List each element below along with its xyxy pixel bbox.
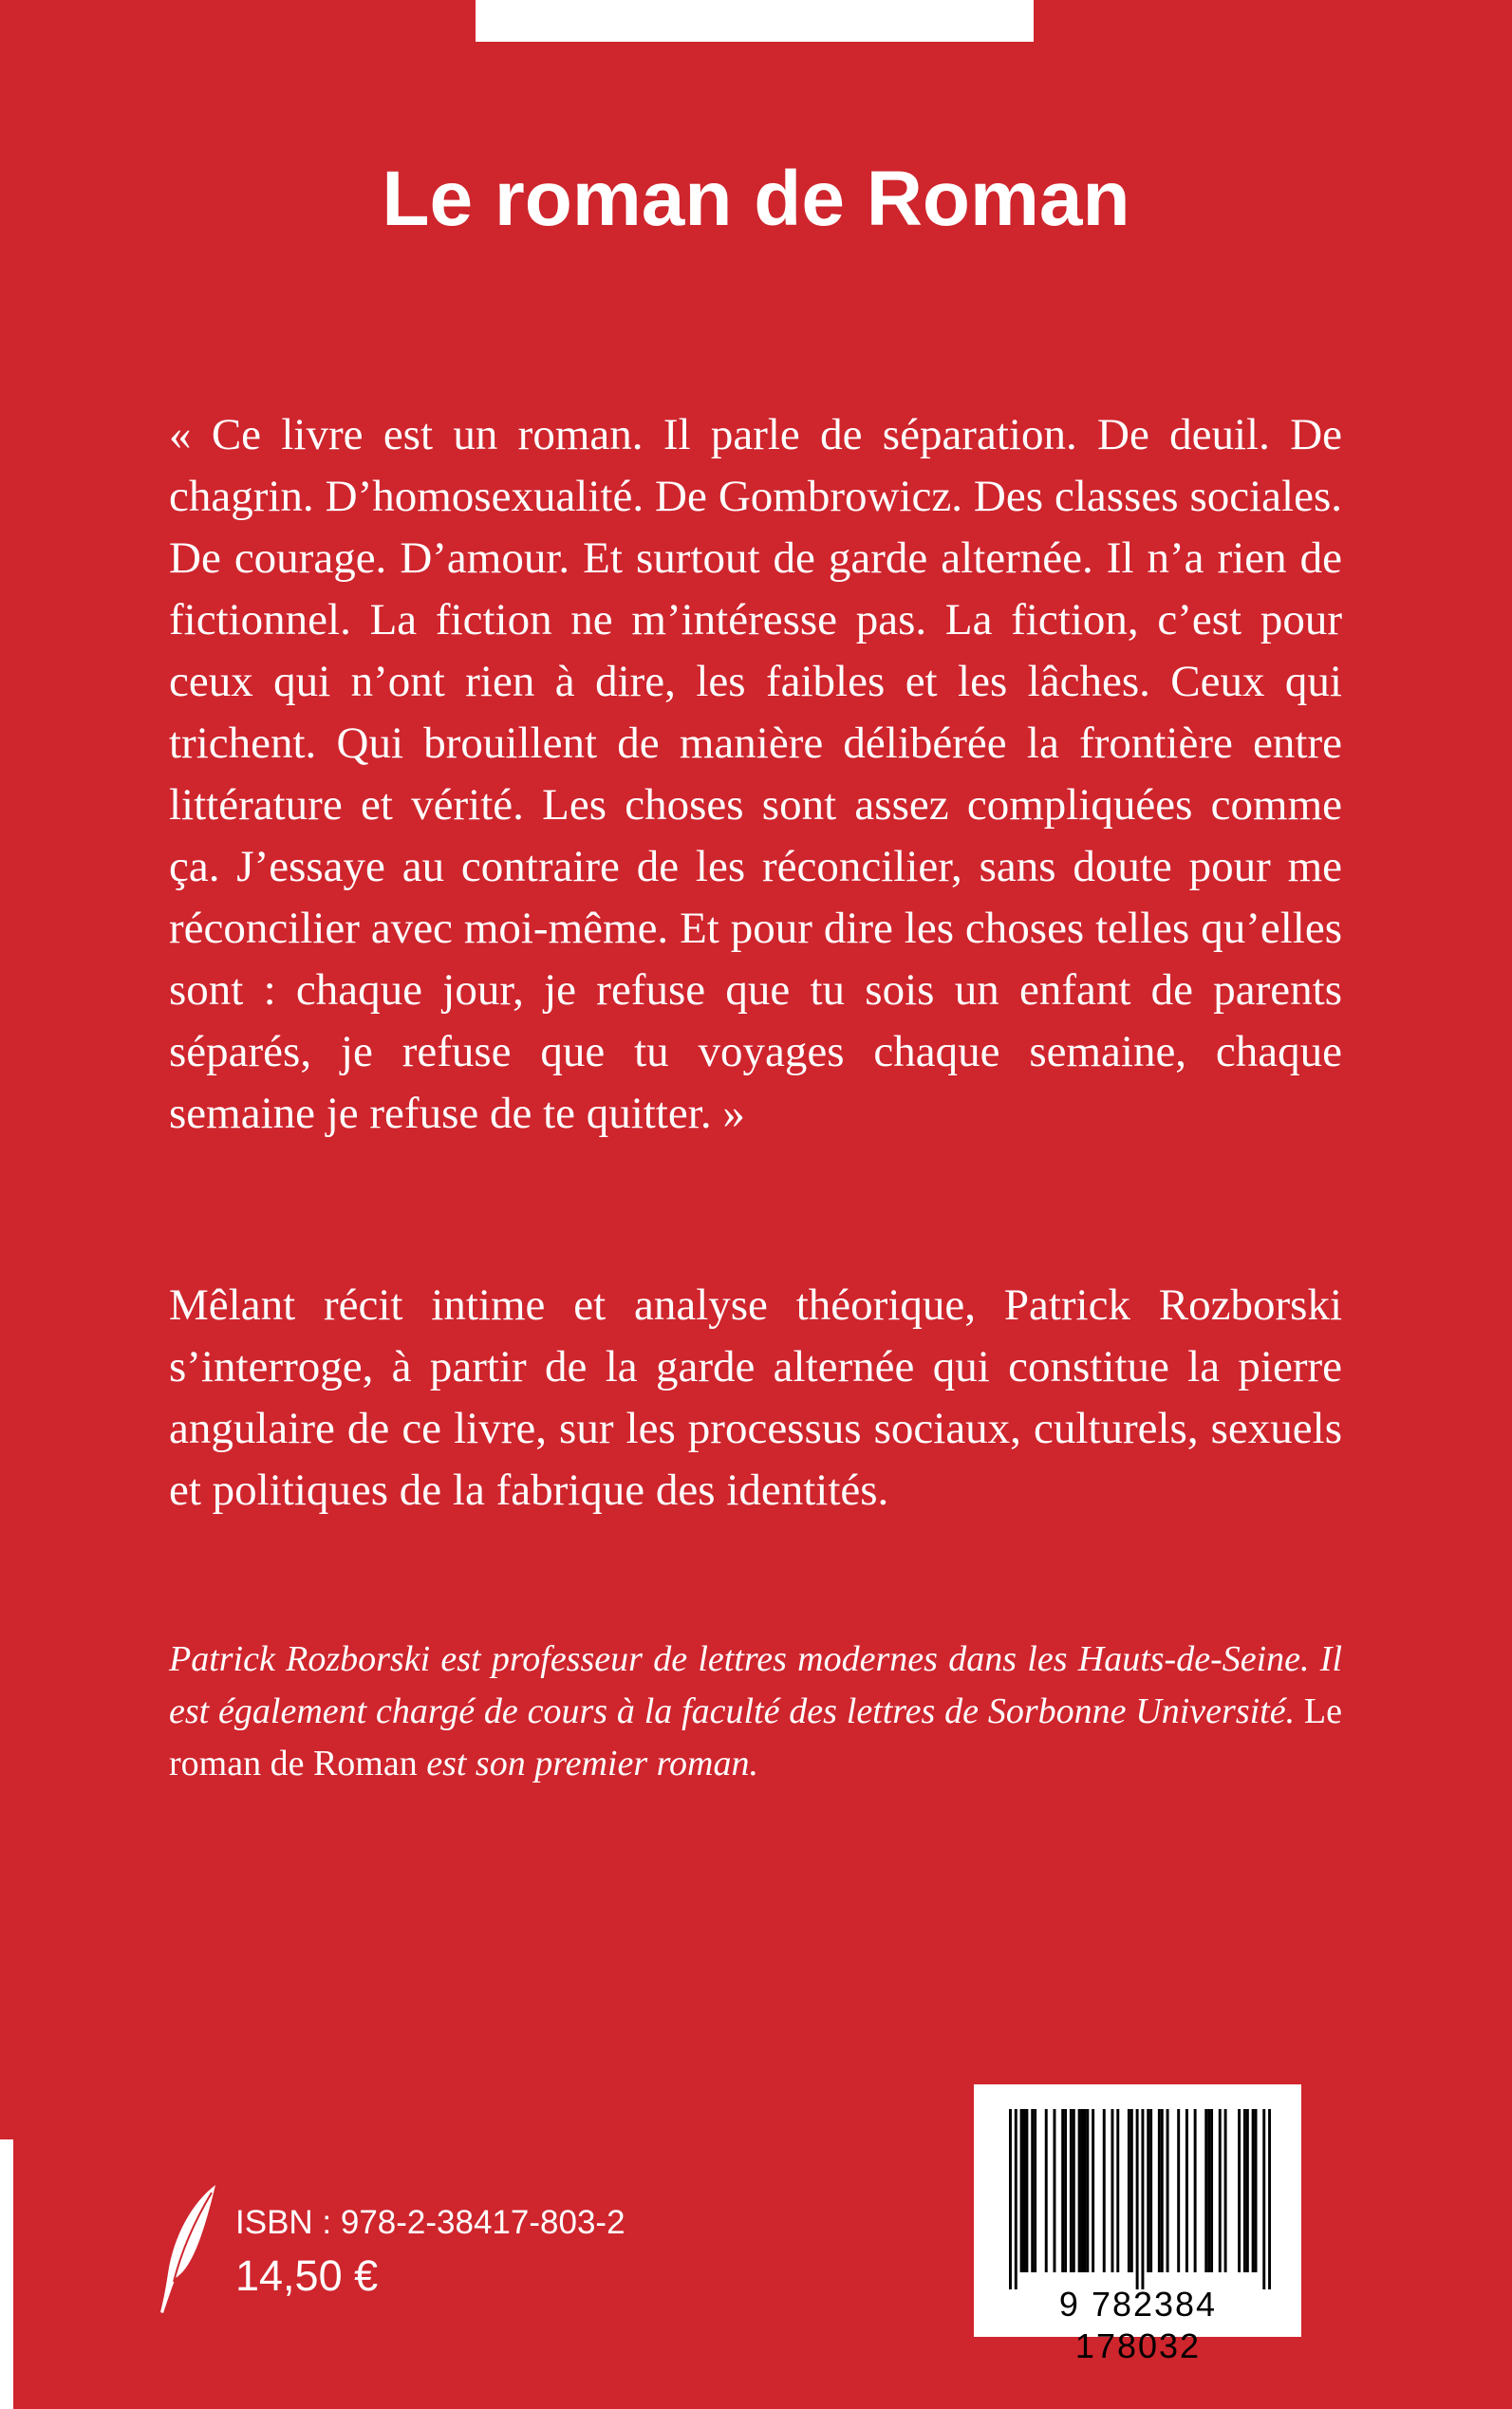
isbn-number: ISBN : 978-2-38417-803-2: [235, 2204, 625, 2241]
barcode-bar: [1086, 2109, 1089, 2272]
author-bio: [169, 1634, 1342, 1790]
book-summary: Mêlant récit intime et analyse théorique, Patrick Rozborski s’interroge, à partir de la garde alternée qui constitue la pierre angulaire de ce livre, sur les processus sociaux, culturels, sexuels et politiques de la fabrique des identités.: [169, 1280, 1342, 1515]
barcode-bar: [1210, 2109, 1213, 2272]
barcode-bar: [1262, 2109, 1265, 2289]
barcode-bar: [1070, 2109, 1073, 2272]
barcode-bar: [1103, 2109, 1106, 2272]
barcode-bar: [1009, 2109, 1012, 2289]
barcode-bar: [1064, 2109, 1067, 2272]
barcode-bar: [1111, 2109, 1113, 2272]
quill-feather-icon: [155, 2183, 221, 2316]
barcode-bar: [1219, 2109, 1222, 2272]
barcode-bar: [1073, 2109, 1075, 2272]
barcode-bar: [1045, 2109, 1048, 2272]
barcode-bar: [1177, 2109, 1180, 2272]
barcode-bar: [1034, 2109, 1036, 2272]
barcode-bar: [1078, 2109, 1081, 2272]
barcode-bar: [1185, 2109, 1188, 2272]
barcode-bar: [1207, 2109, 1210, 2272]
barcode-bar: [1136, 2109, 1139, 2289]
barcode-bar: [1081, 2109, 1084, 2272]
top-white-tab: [476, 0, 1034, 42]
barcode-bar: [1128, 2109, 1130, 2272]
barcode-bar: [1167, 2109, 1169, 2272]
barcode-bar: [1238, 2109, 1241, 2272]
barcode-bar: [1061, 2109, 1064, 2272]
barcode-bar: [1025, 2109, 1028, 2272]
barcode-bar: [1194, 2109, 1197, 2272]
barcode-digits: 9 782384 178032: [1058, 2285, 1218, 2365]
barcode-bar: [1268, 2109, 1271, 2289]
barcode-bar: [1149, 2109, 1152, 2272]
author-bio-book-title: Le roman de Roman: [169, 1691, 1342, 1783]
barcode-bar: [1083, 2109, 1086, 2272]
barcode-bar: [1158, 2109, 1161, 2272]
barcode-bar: [1204, 2109, 1207, 2272]
barcode-bars: [1009, 2109, 1271, 2289]
barcode-bar: [1023, 2109, 1026, 2272]
barcode-bar: [1147, 2109, 1149, 2272]
barcode-bar: [1020, 2109, 1023, 2272]
barcode-bar: [1141, 2109, 1144, 2289]
price: 14,50 €: [235, 2251, 379, 2300]
book-title: Le roman de Roman: [382, 156, 1130, 242]
barcode-bar: [1130, 2109, 1133, 2272]
barcode-bar: [1092, 2109, 1094, 2272]
barcode-bar: [1161, 2109, 1164, 2272]
back-cover-quote: « Ce livre est un roman. Il parle de séparation. De deuil. De chagrin. D’homosexualité. De Gombrowicz. Des classes sociales. De courage. D’amour. Et surtout de garde alternée. Il n’a rien de fictionnel. La fiction ne m’intéresse pas. La fiction, c’est pour ceux qui n’ont rien à dire, les faibles et les lâches. Ceux qui trichent. Qui brouillent de manière délibérée la frontière entre littérature et vérité. Les choses sont assez compliquées comme ça. J’essaye au contraire de les réconcilier, sans doute pour me réconcilier avec moi-même. Et pour dire les choses telles qu’elles sont : chaque jour, je refuse que tu sois un enfant de parents séparés, je refuse que tu voyages chaque semaine, chaque semaine je refuse de te quitter. »: [169, 410, 1342, 1138]
barcode-bar: [1015, 2109, 1017, 2289]
left-white-strip: [0, 2139, 13, 2409]
author-bio-text: Patrick Rozborski est professeur de lettres modernes dans les Hauts-de-Seine. Il est également chargé de cours à la faculté des lettres de Sorbonne Université.: [169, 1639, 1342, 1731]
barcode-bar: [1116, 2109, 1119, 2272]
barcode-bar: [1053, 2109, 1055, 2272]
barcode-bar: [1246, 2109, 1249, 2272]
barcode-bar: [1252, 2109, 1255, 2272]
barcode: [974, 2084, 1301, 2365]
barcode-bar: [1243, 2109, 1246, 2272]
barcode-bar: [1031, 2109, 1034, 2272]
author-bio-end: est son premier roman.: [426, 1744, 758, 1783]
barcode-bar: [1224, 2109, 1227, 2272]
barcode-bar: [1255, 2109, 1258, 2272]
